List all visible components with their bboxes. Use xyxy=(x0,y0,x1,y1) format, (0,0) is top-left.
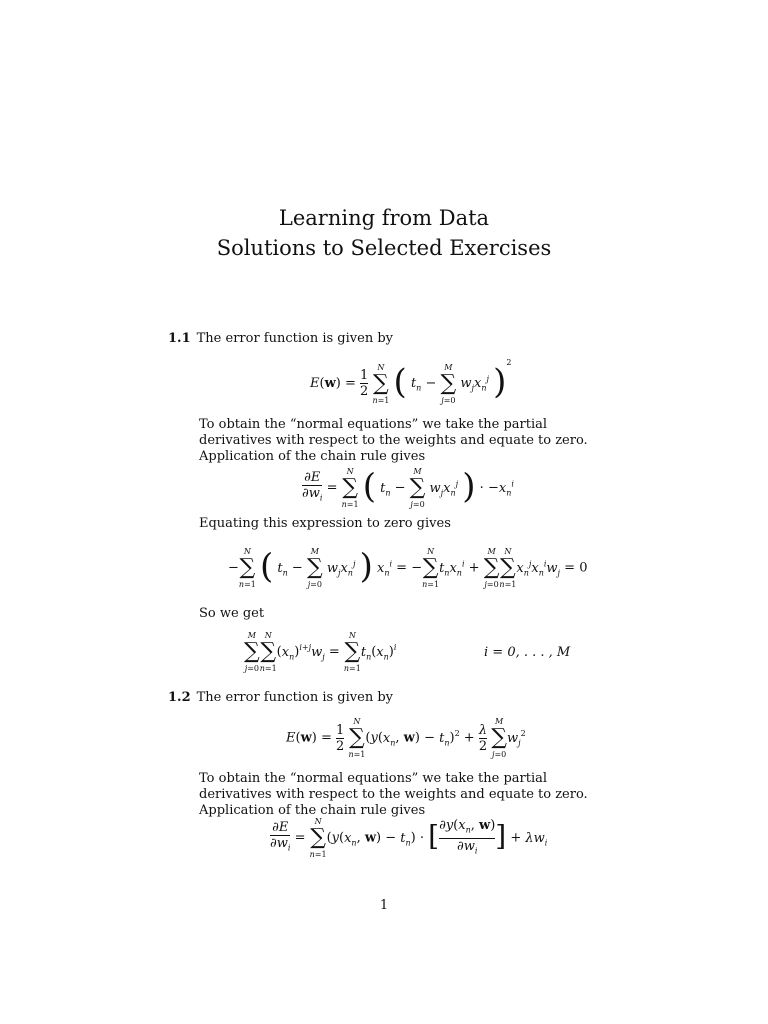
exercise-number: 1.2 xyxy=(168,690,191,705)
equation-equated-zero: − N ∑ n=1 ( $t_n$ − M ∑ j=0 $w_jx_n^j$ ) $x_n^i$ = − N ∑ n=1 $t_nx_n^i$ + M ∑ j=0 N ∑ n=1 $x_n^jx_n^iw_j = 0$ xyxy=(228,546,588,589)
document-title: Learning from Data xyxy=(278,206,490,230)
paragraph-so-we-get: So we get xyxy=(199,606,265,621)
exercise-intro: The error function is given by xyxy=(196,331,393,346)
equation-derivative-1: $\frac{\partial E}{\partial w_i}$ = N ∑ n=1 ( $t_n$ − M ∑ j=0 $w_jx_n^j$ ) · $-x_n^i$ xyxy=(302,466,514,509)
exercise-number: 1.1 xyxy=(168,331,191,346)
exercise-intro: The error function is given by xyxy=(196,690,393,705)
page-number: 1 xyxy=(379,898,389,913)
document-subtitle: Solutions to Selected Exercises xyxy=(216,236,552,260)
equation-derivative-2: $\frac{\partial E}{\partial w_i}$ = N ∑ n=1 ($y(x_n$, $w) - t_n$) · [ $\frac{\partial y(x_n, w)}{\partial w_i}$ ] + $\lambda w_i$ xyxy=(270,817,548,859)
paragraph-normal-equations-1: To obtain the “normal equations” we take the partial derivatives with respect to the weights and equate to zero. Application of the chain rule gives xyxy=(199,417,588,464)
paragraph-normal-equations-2: To obtain the “normal equations” we take the partial derivatives with respect to the weights and equate to zero. Application of the chain rule gives xyxy=(199,771,588,818)
paragraph-equating: Equating this expression to zero gives xyxy=(199,516,451,531)
equation-condition: i = 0, . . . , M xyxy=(484,645,571,660)
equation-error-function-2: E(w) = $\frac{1}{2}$ N ∑ n=1 ($y(x_n$, $w) - t_n)^2$ + $\frac{\lambda}{2}$ M ∑ j=0 $w_j^2$ xyxy=(286,717,526,759)
exercise-1-2-heading xyxy=(168,690,393,705)
equation-error-function-1: E(w) = $\frac{1}{2}$ N ∑ n=1 ( $t_n$ − M ∑ j=0 $w_jx_n^j$ )$^2$ xyxy=(310,358,512,405)
equation-normal-equations: M ∑ j=0 N ∑ n=1 $(x_n)^{i+j}w_j$ = N ∑ n=1 $t_n(x_n)^i$ xyxy=(244,631,397,673)
exercise-1-1-heading xyxy=(168,331,393,346)
